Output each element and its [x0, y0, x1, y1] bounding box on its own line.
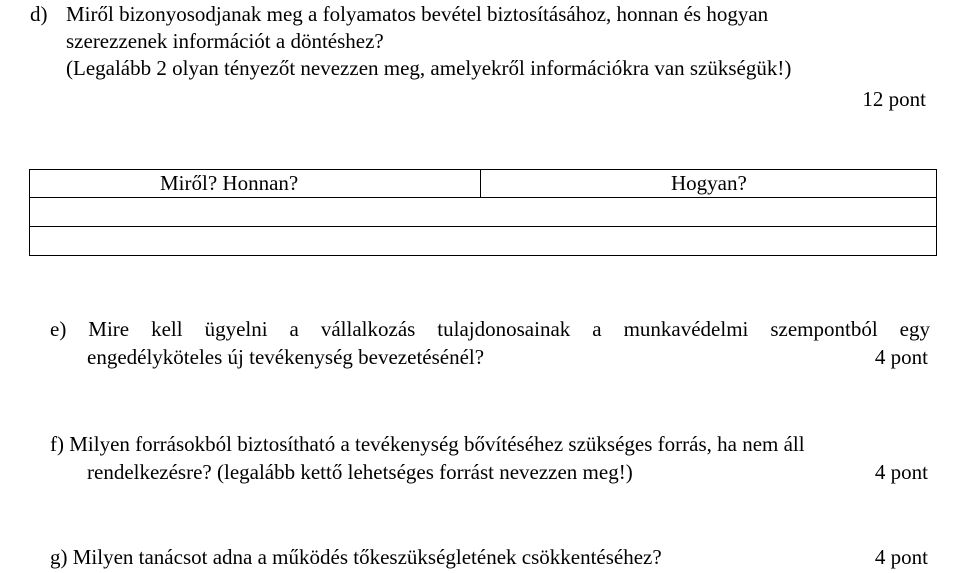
question-e-text-line2: engedélyköteles új tevékenység bevezetésénél?: [87, 345, 485, 369]
answer-table-header-col2: Hogyan?: [481, 170, 937, 198]
question-g-points: 4 pont: [874, 545, 928, 569]
answer-table: [29, 169, 937, 256]
answer-table-row[interactable]: [30, 227, 937, 256]
question-g-text-line1: g) Milyen tanácsot adna a működés tőkeszükségletének csökkentéséhez?: [50, 545, 662, 569]
answer-table-cell[interactable]: [30, 198, 937, 227]
question-f-text-line1: f) Milyen forrásokból biztosítható a tevékenység bővítéséhez szükséges forrás, ha nem áll: [50, 432, 805, 456]
question-d-text-line1: Miről bizonyosodjanak meg a folyamatos bevétel biztosításához, honnan és hogyan: [66, 2, 769, 26]
answer-table-row[interactable]: [30, 198, 937, 227]
question-d-points: 12 pont: [862, 87, 926, 111]
question-d-text-line3: (Legalább 2 olyan tényezőt nevezzen meg, amelyekről információkra van szükségük!): [66, 56, 792, 80]
question-d-text-line2: szerezzenek információt a döntéshez?: [66, 29, 384, 53]
answer-table-header-col1: Miről? Honnan?: [30, 170, 481, 198]
question-f-text-line2: rendelkezésre? (legalább kettő lehetséges forrást nevezzen meg!): [87, 460, 633, 484]
question-e-text-line1: e) Mire kell ügyelni a vállalkozás tulajdonosainak a munkavédelmi szempontból egy: [50, 317, 930, 341]
question-e-points: 4 pont: [874, 345, 928, 369]
answer-table-header-row: [30, 170, 937, 198]
question-f-points: 4 pont: [874, 460, 928, 484]
answer-table-cell[interactable]: [30, 227, 937, 256]
question-d-label: d): [30, 2, 48, 26]
